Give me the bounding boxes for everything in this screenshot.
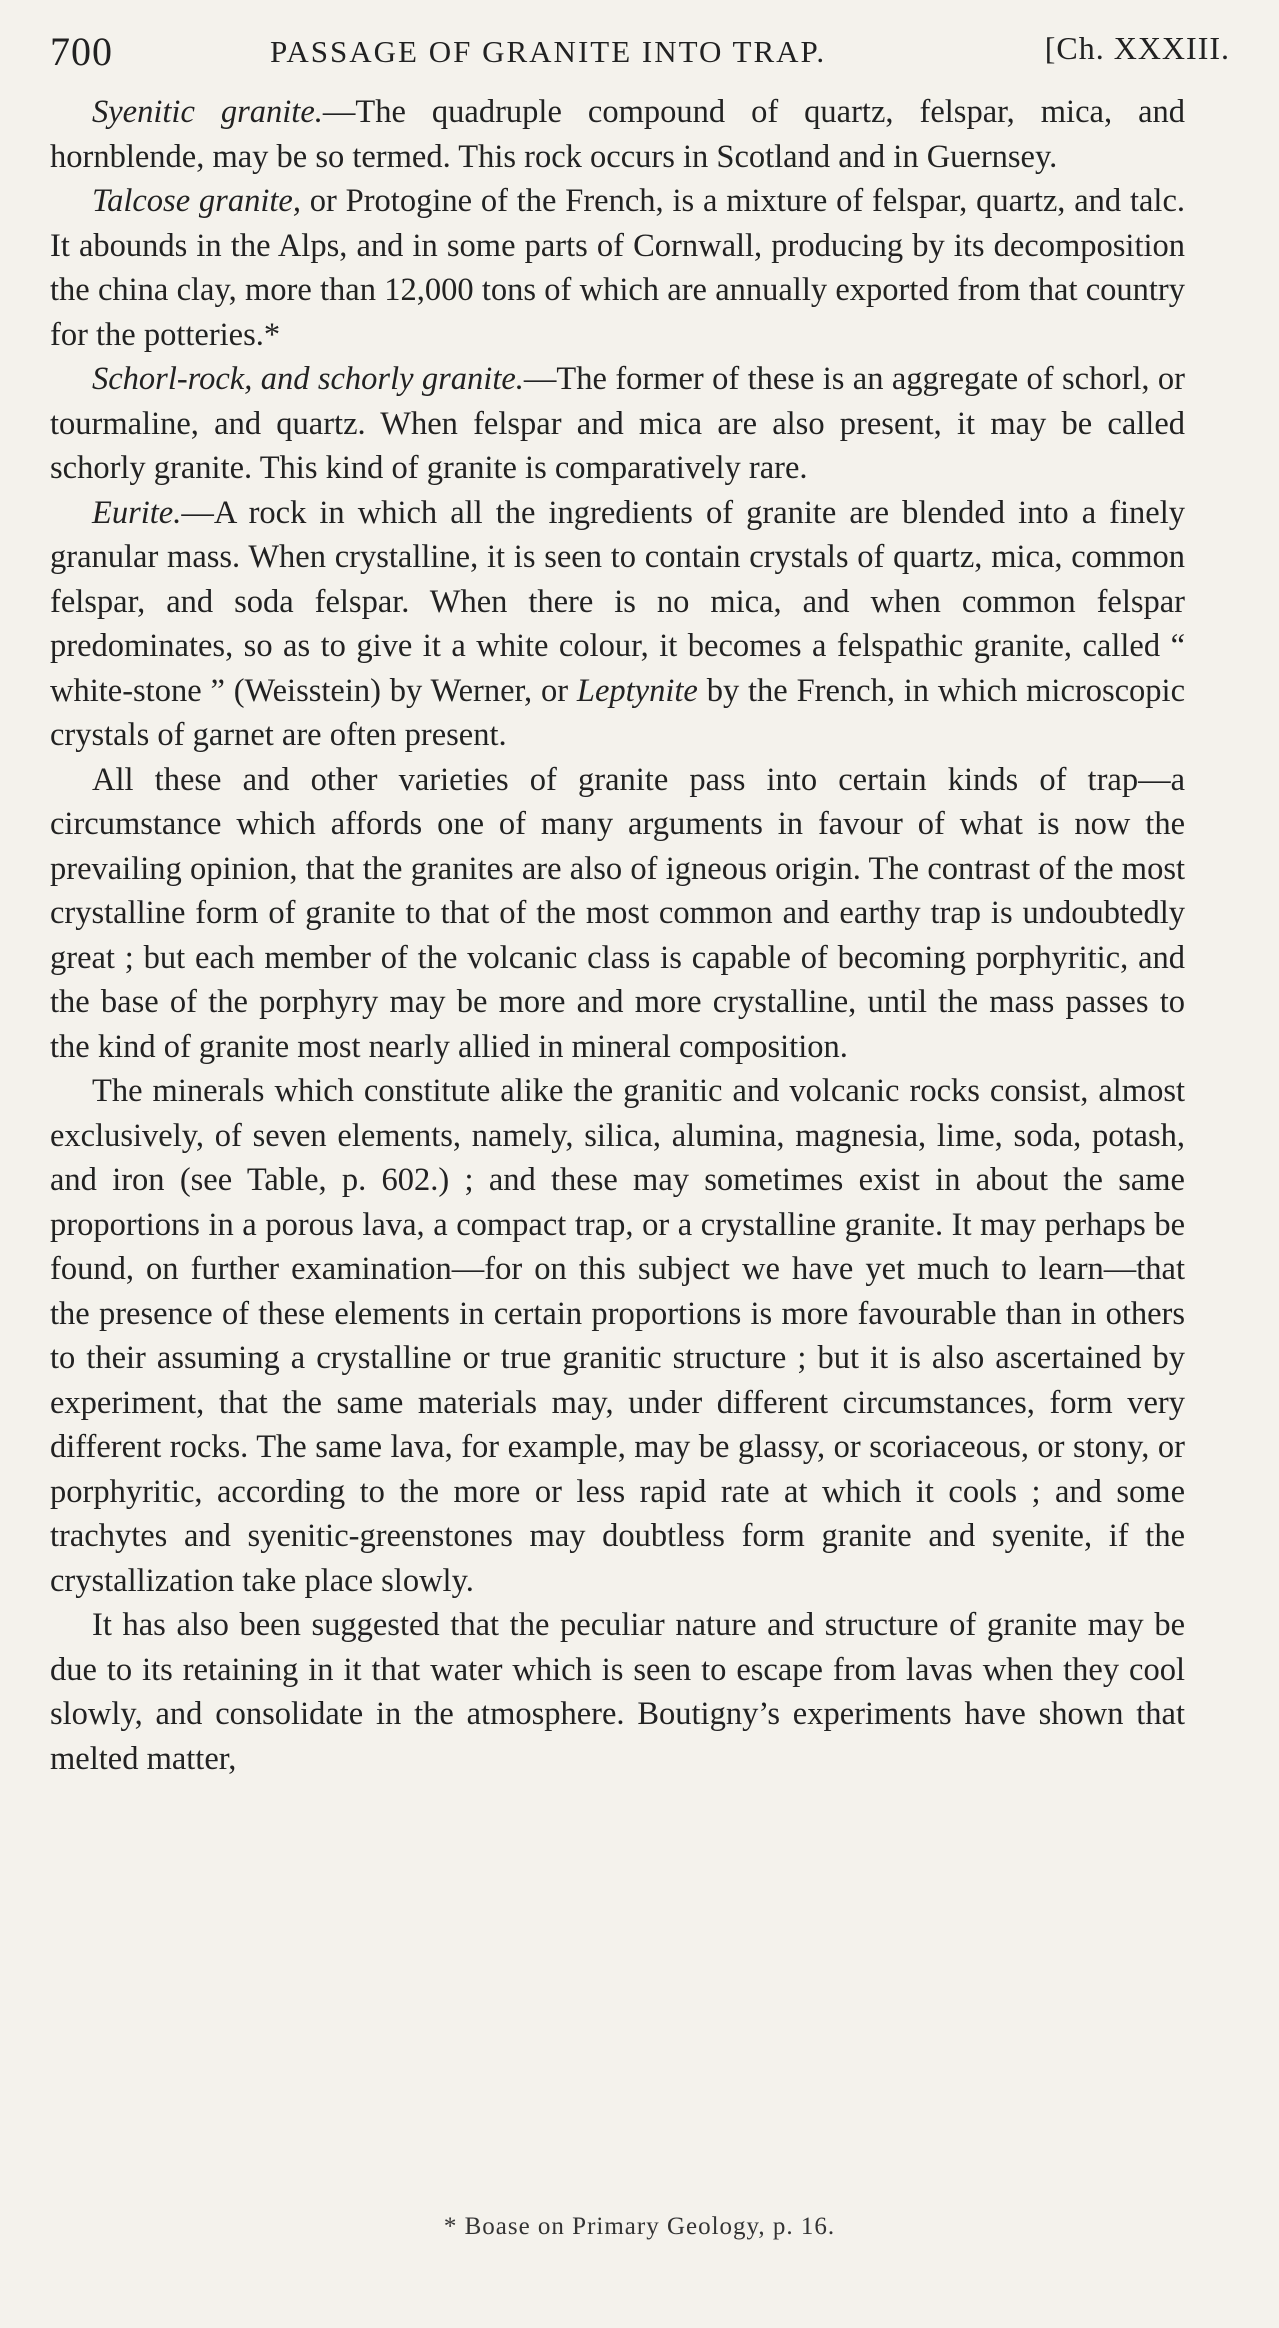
term-talcose-granite: Talcose granite, xyxy=(92,183,301,219)
paragraph-schorl-rock xyxy=(50,357,1185,491)
term-leptynite: Leptynite xyxy=(576,672,698,709)
page-header xyxy=(50,28,1230,78)
paragraph-text: —A rock in which all the ingredients of granite are blended into a finely granular mass. When crystalline, it is seen to contain crystals of quartz, mica, common felspar, and soda felspar. When there is no mica, and when common felspar predominates, so as to give it a white colour, it becomes a felspathic granite, called “ white-stone ” (Weisstein) by Werner, or xyxy=(50,494,1185,709)
page-number: 700 xyxy=(50,29,113,74)
chapter-reference: [Ch. XXXIII. xyxy=(1044,30,1230,66)
paragraph-text: It has also been suggested that the peculiar nature and structure of granite may be due to its retaining in it that water which is seen to escape from lavas when they cool slowly, and consolidate in the atmosphere. Boutigny’s experiments have shown that melted matter, xyxy=(50,1607,1185,1777)
page-body xyxy=(50,90,1185,1781)
paragraph-talcose-granite xyxy=(50,179,1185,357)
term-eurite: Eurite. xyxy=(92,494,182,531)
paragraph-syenitic-granite xyxy=(50,90,1185,179)
term-syenitic-granite: Syenitic granite. xyxy=(92,94,323,130)
paragraph-text: by the French, in which microscopic crystals of garnet are often present. xyxy=(50,672,1185,753)
paragraph-eurite xyxy=(50,491,1185,758)
paragraph-text: —The quadruple compound of quartz, felspar, mica, and hornblende, may be so termed. This rock occurs in Scotland and in Guernsey. xyxy=(50,94,1185,175)
running-title: PASSAGE OF GRANITE INTO TRAP. xyxy=(270,34,827,69)
footnote: * Boase on Primary Geology, p. 16. xyxy=(443,2213,836,2240)
paragraph-text: The minerals which constitute alike the granitic and volcanic rocks consist, almost exclusively, of seven elements, namely, silica, alumina, magnesia, lime, soda, potash, and iron (see Table, p. 602.) ; and these may sometimes exist in about the same proportions in a porous lava, a compact trap, or a crystalline granite. It may perhaps be found, on further examination—for on this subject we have yet much to learn—that the presence of these elements in certain proportions is more favourable than in others to their assuming a crystalline or true granitic structure ; but it is also ascertained by experiment, that the same materials may, under different circumstances, form very different rocks. The same lava, for example, may be glassy, or scoriaceous, or stony, or porphyritic, according to the more or less rapid rate at which it cools ; and some trachytes and syenitic-greenstones may doubtless form granite and syenite, if the crystallization take place slowly. xyxy=(50,1073,1185,1599)
paragraph-text: or Protogine of the French, is a mixture of felspar, quartz, and talc. It abounds in the Alps, and in some parts of Cornwall, producing by its decomposition the china clay, more than 12,000 tons of which are annually exported from that country for the potteries.* xyxy=(50,183,1185,353)
term-schorl-rock: Schorl-rock, and schorly granite. xyxy=(92,361,524,397)
paragraph-text: —The former of these is an aggregate of schorl, or tourmaline, and quartz. When felspar and mica are also present, it may be called schorly granite. This kind of granite is comparatively rare. xyxy=(50,361,1185,486)
paragraph-granite-water xyxy=(50,1603,1185,1781)
paragraph-varieties-pass-into-trap xyxy=(50,758,1185,1070)
paragraph-minerals-composition xyxy=(50,1069,1185,1603)
paragraph-text: All these and other varieties of granite pass into certain kinds of trap—a circumstance which affords one of many arguments in favour of what is now the prevailing opinion, that the granites are also of igneous origin. The contrast of the most crystalline form of granite to that of the most common and earthy trap is undoubtedly great ; but each member of the volcanic class is capable of becoming porphyritic, and the base of the porphyry may be more and more crystalline, until the mass passes to the kind of granite most nearly allied in mineral composition. xyxy=(50,761,1185,1065)
